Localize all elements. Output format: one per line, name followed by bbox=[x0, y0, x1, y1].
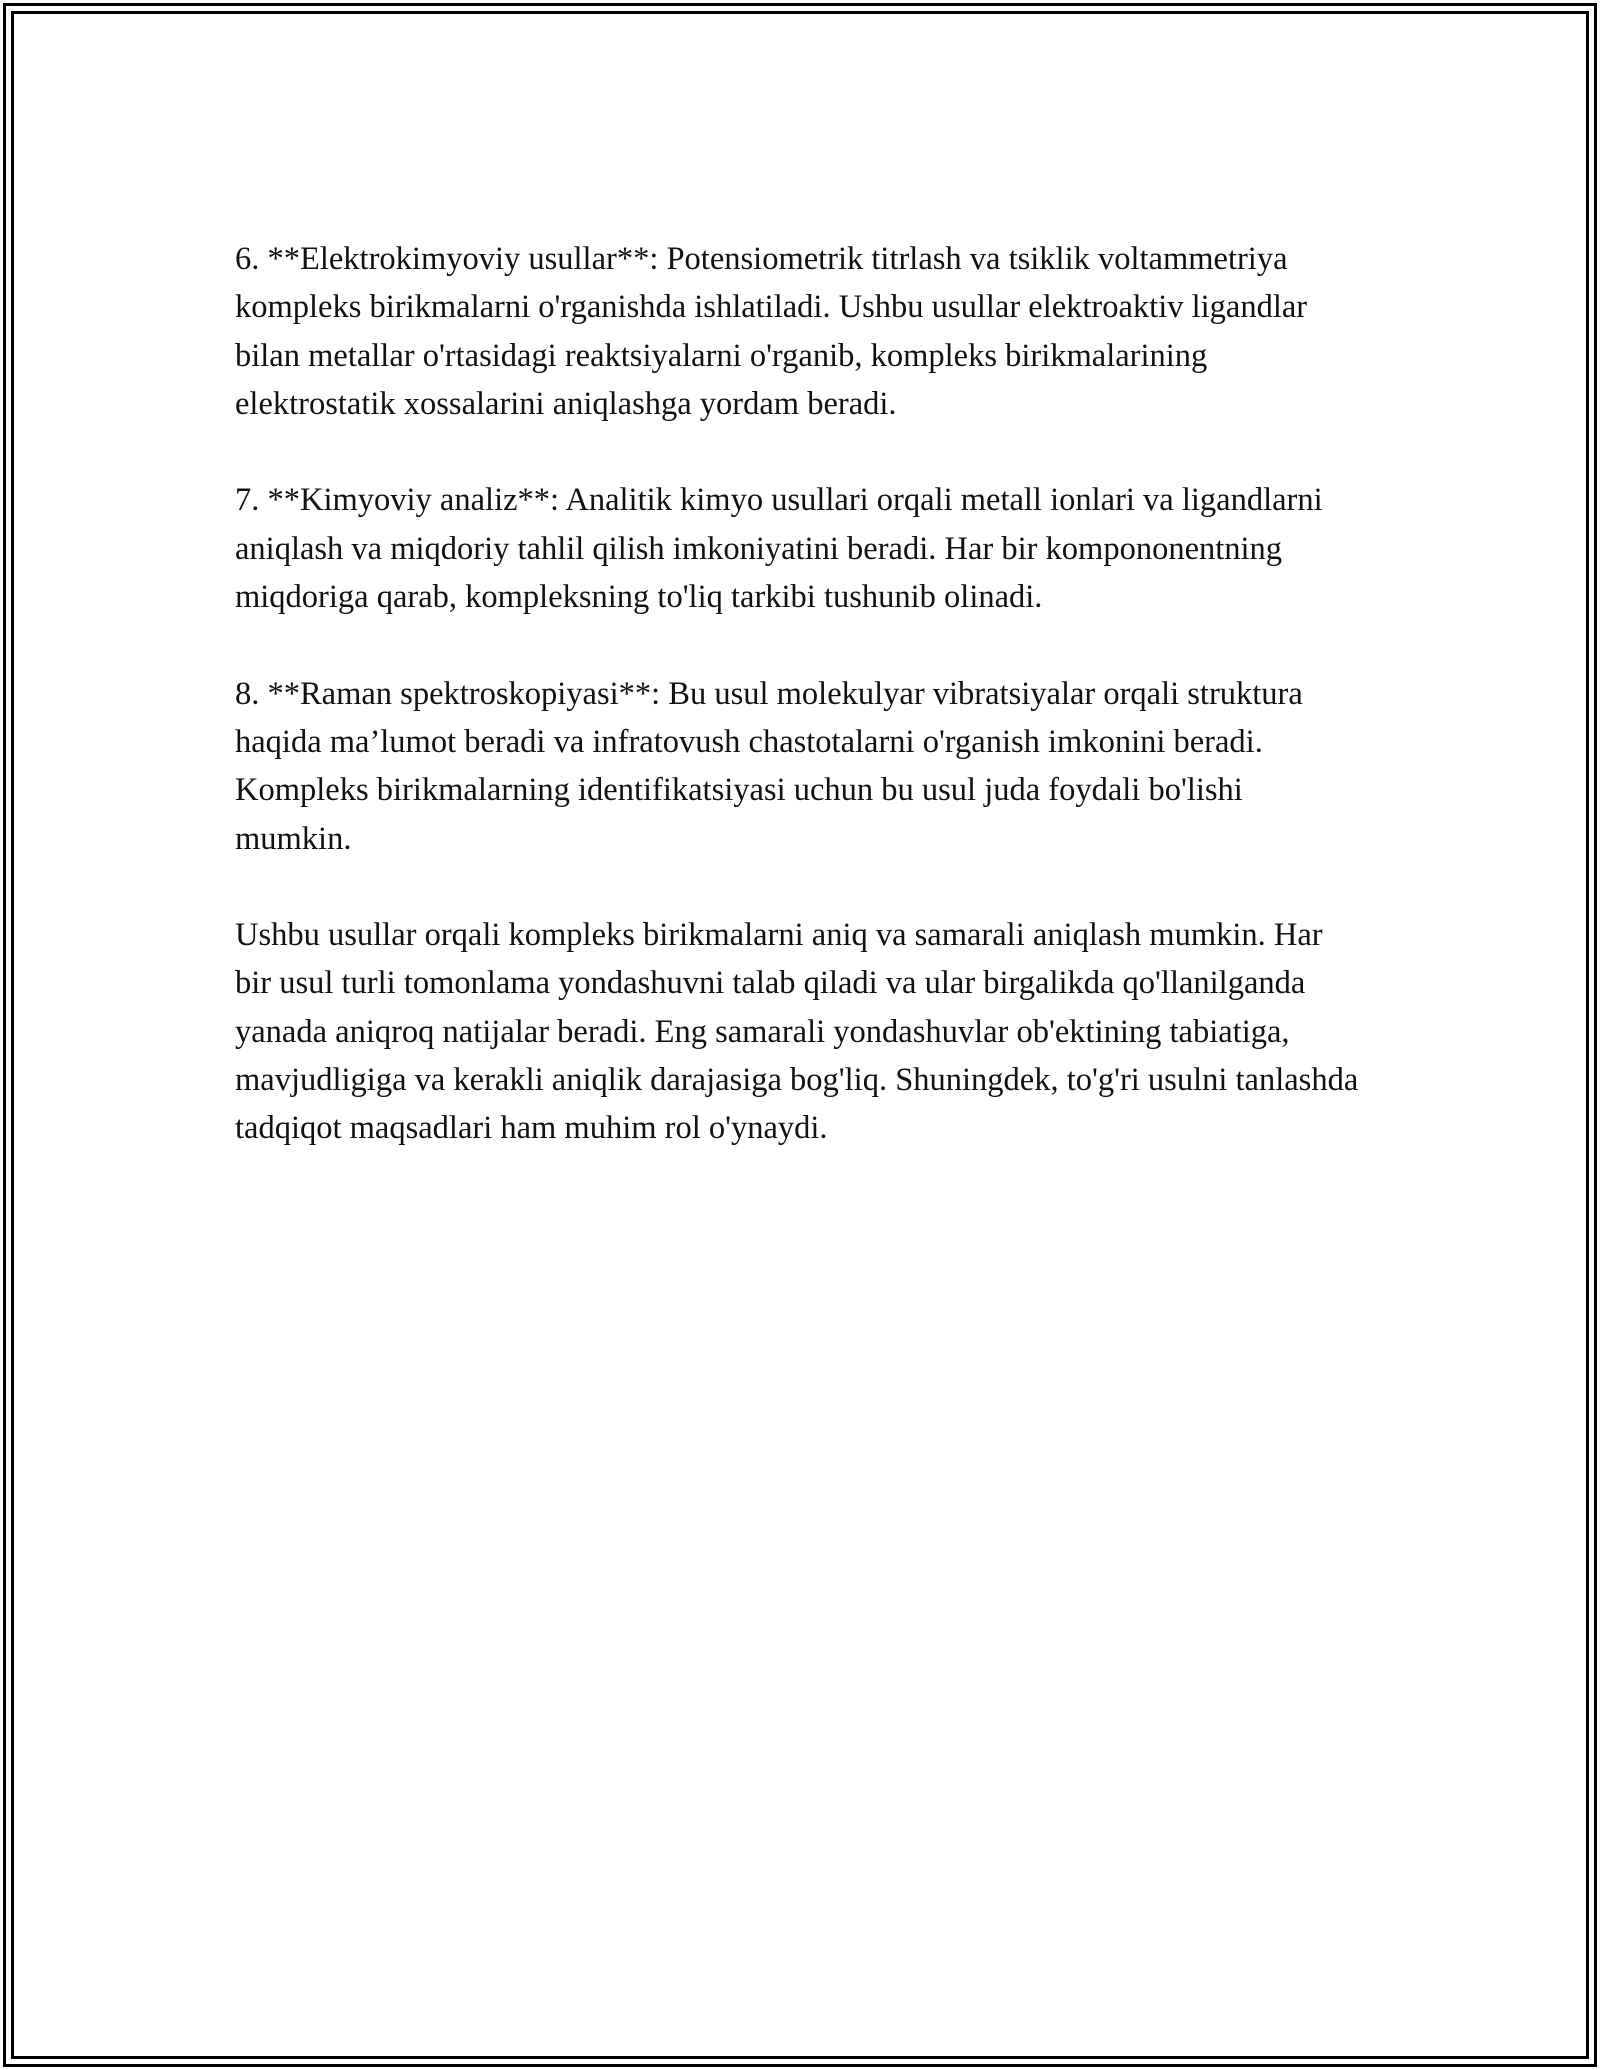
paragraph-electrochemical-methods: 6. **Elektrokimyoviy usullar**: Potensiometrik titrlash va tsiklik voltammetriya kompleks birikmalarni o'rganishda ishlatiladi. Ushbu usullar elektroaktiv ligandlar bilan metallar o'rtasidagi reaktsiyalarni o'rganib, kompleks birikmalarining elektrostatik xossalarini aniqlashga yordam beradi. bbox=[235, 241, 1308, 422]
paragraph-raman-spectroscopy: 8. **Raman spektroskopiyasi**: Bu usul molekulyar vibratsiyalar orqali struktura haqida ma’lumot beradi va infratovush chastotalarni o'rganish imkonini beradi. Kompleks birikmalarning identifikatsiyasi uchun bu usul juda foydali bo'lishi mumkin. bbox=[235, 675, 1303, 857]
paragraph-chemical-analysis: 7. **Kimyoviy analiz**: Analitik kimyo usullari orqali metall ionlari va ligandlarni aniqlash va miqdoriy tahlil qilish imkoniyatini beradi. Har bir kompononentning miqdoriga qarab, kompleksning to'liq tarkibi tushunib olinadi. bbox=[235, 482, 1323, 616]
document-body bbox=[235, 235, 1365, 1201]
paragraph-conclusion: Ushbu usullar orqali kompleks birikmalarni aniq va samarali aniqlash mumkin. Har bir usul turli tomonlama yondashuvni talab qiladi va ular birgalikda qo'llanilganda yanada aniqroq natijalar beradi. Eng samarali yondashuvlar ob'ektining tabiatiga, mavjudligiga va kerakli aniqlik darajasiga bog'liq. Shuningdek, to'g'ri usulni tanlashda tadqiqot maqsadlari ham muhim rol o'ynaydi. bbox=[235, 917, 1359, 1147]
